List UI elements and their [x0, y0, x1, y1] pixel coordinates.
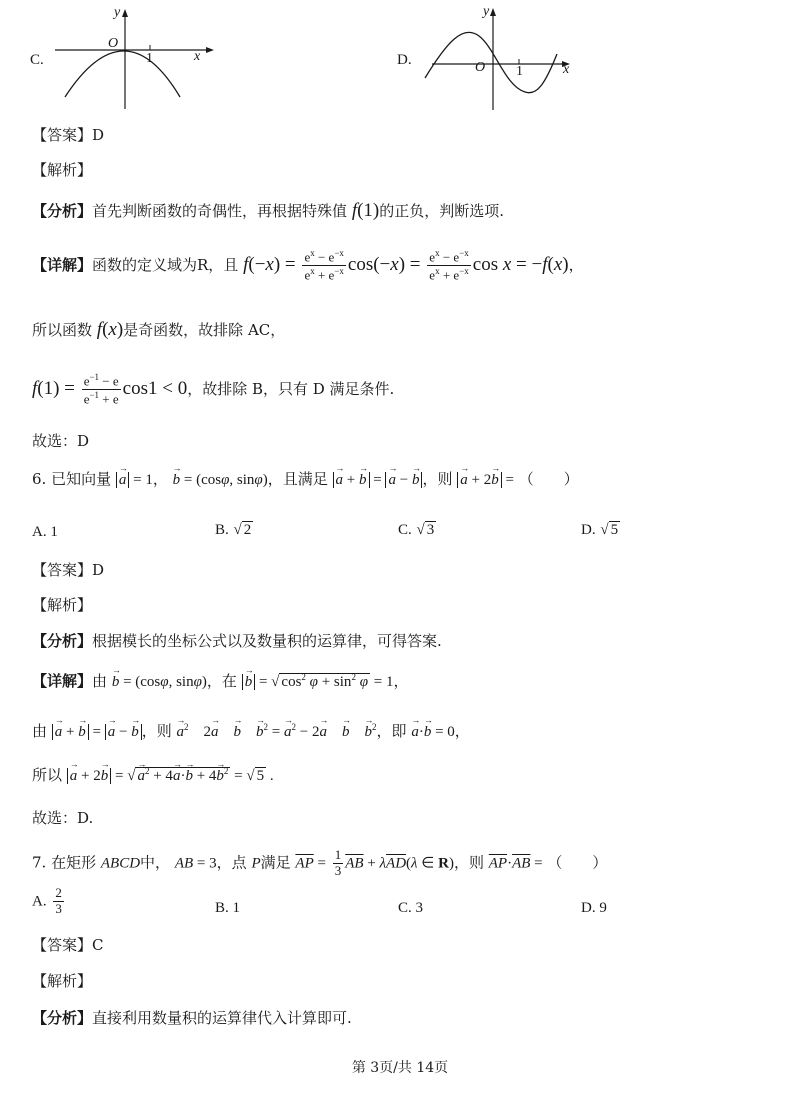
- q7-stem-a: 7. 在矩形: [32, 853, 97, 872]
- graph-c-svg: [30, 5, 220, 113]
- q6-jiexi-label: 【解析】: [32, 596, 93, 614]
- q6-stem-d: ，则: [422, 470, 453, 488]
- q6-line2-b: ，则: [141, 722, 172, 740]
- q6-stem-a: 6. 已知向量: [32, 470, 112, 488]
- q6-choice: 故选：D.: [32, 809, 94, 827]
- graph-c-y-label: y: [114, 5, 121, 20]
- q7-frac-13: $\frac{1}{3}$: [334, 847, 342, 878]
- graph-d-y-label: y: [483, 4, 490, 19]
- q6-stem-c: ，且满足: [267, 470, 328, 488]
- q6-fenxi-tag: 【分析】: [32, 632, 93, 650]
- graph-c-origin: O: [108, 36, 119, 51]
- q7-option-b[interactable]: B. 1: [215, 900, 241, 916]
- graph-d-origin: O: [475, 60, 486, 75]
- q5-fenxi: 【分析】首先判断函数的奇偶性，再根据特殊值 f(1)的正负，判断选项.: [32, 200, 505, 221]
- q5-frac-2: $\frac{e^x - e^{-x}}{e^x + e^{-x}}$: [429, 248, 469, 283]
- q7-option-c[interactable]: C. 3: [398, 900, 424, 916]
- graph-d-label: D.: [397, 52, 412, 68]
- graph-d-x-label: x: [563, 62, 570, 77]
- q7-stem-e: ，则: [453, 853, 484, 872]
- graph-c-x-label: x: [194, 49, 201, 64]
- q6-option-b[interactable]: B. √ 2: [215, 522, 252, 538]
- graph-d-svg: [397, 2, 587, 112]
- q6-line2: 由 → a + → b = → a − → b ，则 → $a^2$ 2→ a → b → $b^2$ = → $a^2 - 2\to a$ → b → $b^2$，即 → a·→ b = 0，: [32, 723, 470, 740]
- q6-option-d[interactable]: D. √ 5: [581, 522, 619, 538]
- graph-c-label: C.: [30, 52, 44, 68]
- q6-line3: 所以 → a + 2→ b = √ → $a^2 + 4\to a\cdot\to b + 4\to b^2$ = √ 5 .: [32, 767, 274, 784]
- q5-answer: 【答案】D: [32, 126, 105, 144]
- graph-option-c: [30, 5, 220, 113]
- q5-line3-b: ，故排除 B，只有 D 满足条件.: [187, 379, 395, 398]
- q7-option-d[interactable]: D. 9: [581, 900, 607, 916]
- q7-answer: 【答案】C: [32, 936, 104, 954]
- q7-stem-f: （ ）: [547, 853, 608, 872]
- q6-stem: 6. 已知向量 → a = 1， → b = (cosφ, sinφ)，且满足 → a + → b = → a − → b ，则 → a + 2→ b = （ ）: [32, 472, 579, 488]
- q6-option-a[interactable]: A. 1: [32, 524, 58, 540]
- q6-xj-a: 由: [92, 672, 108, 690]
- q6-xiangjie-tag: 【详解】: [32, 672, 93, 690]
- q6-answer: 【答案】D: [32, 561, 105, 579]
- q6-line2-a: 由: [32, 722, 48, 740]
- q6-xj-b: ，在: [206, 672, 237, 690]
- q6-stem-b: ，: [152, 470, 168, 488]
- q7-stem: 7. 在矩形 ABCD中， AB = 3，点 P满足 $\overline{AP}$ = $\frac{1}{3}$ $\overline{AB} + \lambda\overline{AD}(\lambda$ ∈ R)，则 $\overline{AP}\cdot\overline{AB}$ = （ ）: [32, 847, 608, 878]
- q6-fenxi-text: 根据模长的坐标公式以及数量积的运算律，可得答案.: [92, 632, 442, 650]
- q6-stem-e: （ ）: [518, 470, 579, 488]
- q5-xiangjie-tag: 【详解】: [32, 255, 93, 274]
- graph-c-one: 1: [146, 51, 153, 66]
- page-footer: 第 3页/共 14页: [351, 1060, 449, 1076]
- q7-fenxi-text: 直接利用数量积的运算律代入计算即可.: [92, 1009, 352, 1027]
- q5-jiexi-label: 【解析】: [32, 161, 93, 179]
- q5-frac-1: $\frac{e^x - e^{-x}}{e^x + e^{-x}}$: [304, 248, 344, 283]
- q6-line3-a: 所以: [32, 766, 63, 784]
- q5-xiangjie: 【详解】函数的定义域为R，且 f(−x) = $\frac{e^x - e^{-x}}{e^x + e^{-x}}$ cos(−x) = $\frac{e^x - e^{-x}}{e^x + e^{-x}}$ cos x = −f(x)，: [32, 248, 584, 283]
- q5-line2-b: 是奇函数，故排除 AC，: [123, 321, 286, 339]
- q7-option-a-frac: $\frac{2}{3}$: [55, 885, 62, 916]
- q6-xiangjie: 【详解】由 → b = (cosφ, sinφ)，在 → b = √ $\cos^2 \varphi + \sin^2 \varphi = 1$，: [32, 673, 408, 690]
- q5-line3: f(1) = $\frac{e^{-1} - e}{e^{-1} + e}$ cos1 < 0，故排除 B，只有 D 满足条件.: [32, 372, 395, 407]
- q6-option-c[interactable]: C. √ 3: [398, 522, 435, 538]
- q7-stem-b: 中，: [140, 853, 171, 872]
- q7-jiexi-label: 【解析】: [32, 972, 93, 990]
- q6-line2-c: ，即: [376, 722, 407, 740]
- q5-frac-3: $\frac{e^{-1} - e}{e^{-1} + e}$: [83, 372, 119, 407]
- q5-fenxi-text1: 首先判断函数的奇偶性，再根据特殊值: [92, 202, 348, 220]
- q7-stem-d: 满足: [260, 853, 291, 872]
- q5-xiangjie-text: 函数的定义域为R，且: [92, 255, 239, 274]
- q5-line2-a: 所以函数: [32, 321, 93, 339]
- graph-option-d: [397, 2, 587, 112]
- q5-fenxi-tag: 【分析】: [32, 202, 93, 220]
- q5-fenxi-formula: f: [351, 200, 358, 221]
- q5-choice: 故选：D: [32, 432, 90, 450]
- q5-line2: 所以函数 f(x)是奇函数，故排除 AC，: [32, 319, 286, 340]
- q7-fenxi: [32, 1011, 352, 1026]
- q7-fenxi-tag: 【分析】: [32, 1009, 93, 1027]
- q6-fenxi: [32, 634, 442, 649]
- q7-option-a[interactable]: A. $\frac{2}{3}$: [32, 885, 62, 916]
- q7-stem-c: ，点: [216, 853, 247, 872]
- q5-fenxi-text2: 的正负，判断选项.: [379, 202, 505, 220]
- graph-d-one: 1: [516, 64, 523, 79]
